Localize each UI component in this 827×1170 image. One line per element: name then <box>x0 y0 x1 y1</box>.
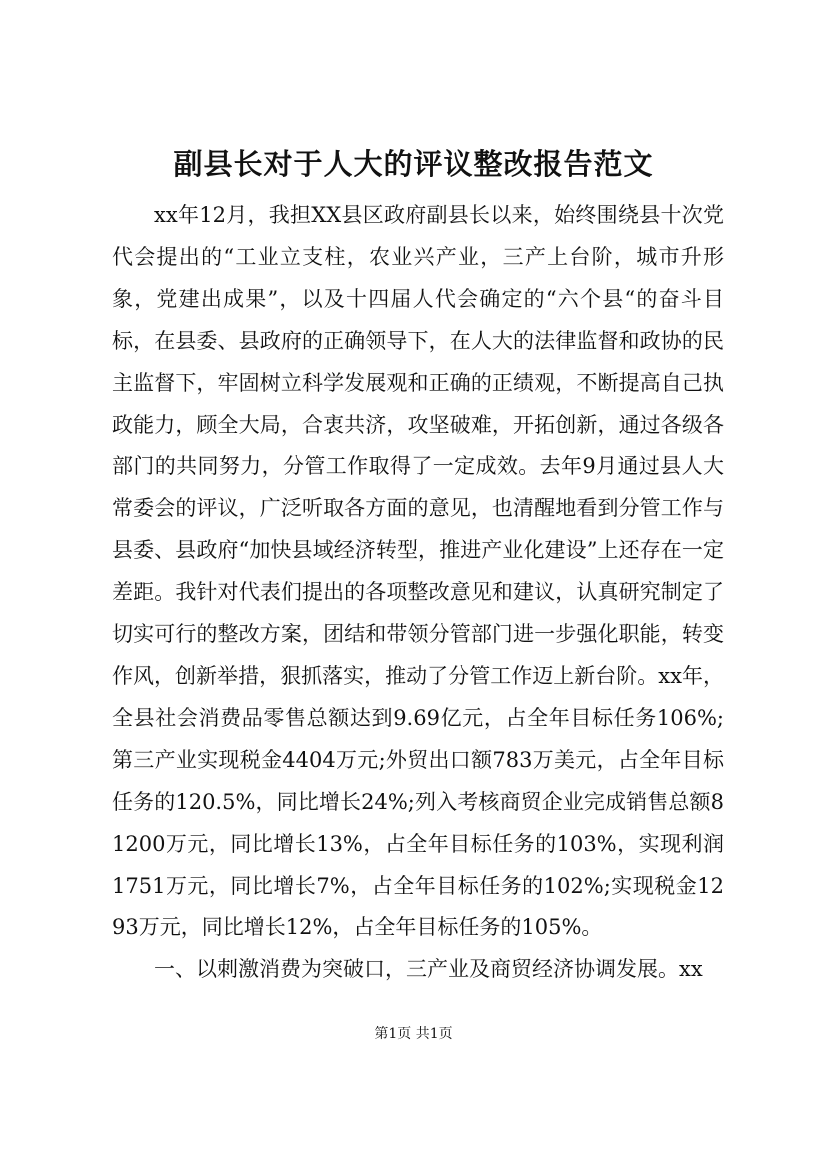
body-paragraph-2: 一、以刺激消费为突破口，三产业及商贸经济协调发展。xx <box>154 957 703 982</box>
document-title: 副县长对于人大的评议整改报告范文 <box>173 147 654 181</box>
document-body <box>112 195 724 991</box>
page-number-footer: 第1页 共1页 <box>374 1026 453 1042</box>
body-paragraph-1: xx年12月，我担XX县区政府副县长以来，始终围绕县十次党代会提出的“工业立支柱，农业兴产业，三产上台阶，城市升形象，党建出成果”，以及十四届人代会确定的“六个县“的奋斗目标，在县委、县政府的正确领导下，在人大的法律监督和政协的民主监督下，牢固树立科学发展观和正确的正绩观，不断提高自己执政能力，顾全大局，合衷共济，攻坚破难，开拓创新，通过各级各部门的共同努力，分管工作取得了一定成效。去年9月通过县人大常委会的评议，广泛听取各方面的意见，也清醒地看到分管工作与县委、县政府“加快县域经济转型，推进产业化建设”上还存在一定差距。我针对代表们提出的各项整改意见和建议，认真研究制定了切实可行的整改方案，团结和带领分管部门进一步强化职能，转变作风，创新举措，狠抓落实，推动了分管工作迈上新台阶。xx年，全县社会消费品零售总额达到9.69亿元，占全年目标任务106%;第三产业实现税金4404万元;外贸出口额783万美元，占全年目标任务的120.5%，同比增长24%;列入考核商贸企业完成销售总额81200万元，同比增长13%，占全年目标任务的103%，实现利润1751万元，同比增长7%，占全年目标任务的102%;实现税金1293万元，同比增长12%，占全年目标任务的105%。 <box>112 203 724 940</box>
